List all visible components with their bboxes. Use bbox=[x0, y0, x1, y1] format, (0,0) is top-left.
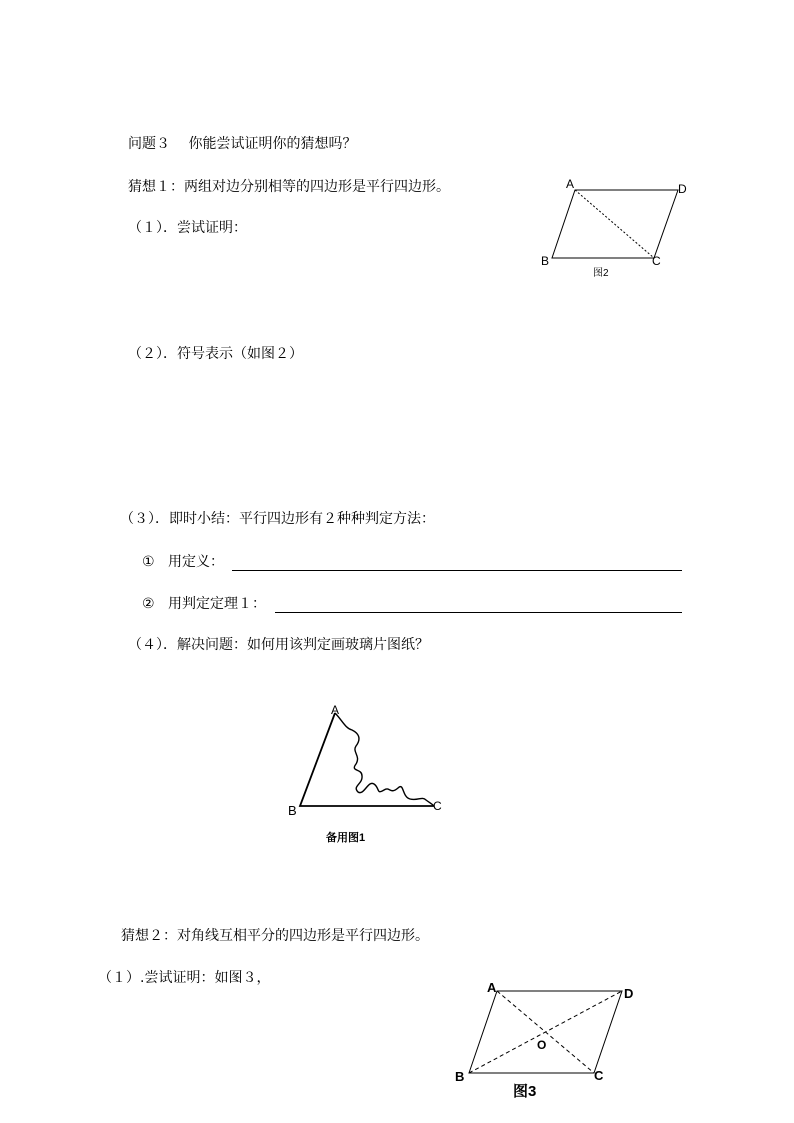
fig3-caption: 图3 bbox=[513, 1083, 537, 1100]
item-2-marker: ② bbox=[142, 596, 155, 612]
fig3-diagonal-bd bbox=[469, 991, 622, 1073]
fig2-label-c: C bbox=[652, 254, 661, 268]
conjecture-1-step-2: （２）．符号表示（如图２） bbox=[128, 346, 303, 362]
fig3-label-c: C bbox=[594, 1068, 604, 1083]
backup-fig-label-b: B bbox=[288, 803, 297, 818]
item-1-marker: ① bbox=[142, 554, 155, 570]
conjecture-1-step-4: （４）．解决问题：如何用该判定画玻璃片图纸？ bbox=[128, 637, 429, 653]
fig3-label-o: O bbox=[537, 1038, 547, 1052]
item-2-label: 用判定定理１： bbox=[168, 596, 266, 612]
conjecture-1-step-1: （１）．尝试证明： bbox=[128, 220, 247, 236]
fig2-caption: 图2 bbox=[593, 268, 609, 279]
backup-fig-label-c: C bbox=[433, 799, 442, 813]
conjecture-1-step-3: （３）．即时小结：平行四边形有２种种判定方法： bbox=[120, 511, 435, 527]
fig3-label-a: A bbox=[487, 980, 497, 995]
fig2-label-a: A bbox=[566, 177, 575, 191]
conjecture-2-text: 猜想２：对角线互相平分的四边形是平行四边形。 bbox=[121, 928, 429, 944]
fig3-label-b: B bbox=[455, 1069, 465, 1084]
item-1-label: 用定义： bbox=[168, 554, 224, 570]
fig3-label-d: D bbox=[624, 986, 634, 1001]
backup-fig-caption: 备用图1 bbox=[326, 832, 366, 844]
conjecture-1-text: 猜想１：两组对边分别相等的四边形是平行四边形。 bbox=[128, 179, 450, 195]
backup-fig-label-a: A bbox=[331, 703, 340, 717]
fig2-label-b: B bbox=[541, 254, 550, 268]
fig2-label-d: D bbox=[678, 182, 687, 196]
question-3-heading: 问题３ 你能尝试证明你的猜想吗？ bbox=[128, 136, 357, 152]
conjecture-2-step-1: （１）.尝试证明：如图３， bbox=[98, 970, 271, 986]
